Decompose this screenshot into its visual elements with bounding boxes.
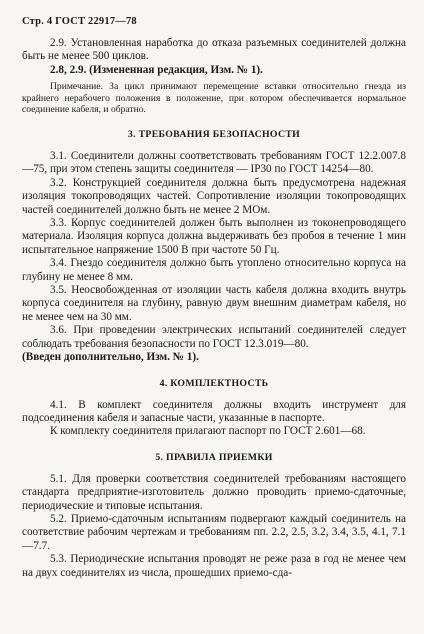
edition-note: 2.8, 2.9. (Измененная редакция, Изм. № 1). [50, 63, 263, 76]
clause-5-3: 5.3. Периодические испытания проводят не реже раза в год не менее чем на двух соединителях из числа, прошедших приемо-сда- [22, 553, 406, 579]
clause-3-6: 3.6. При проведении электрических испытаний соединителей следует соблюдать требования безопасности по ГОСТ 12.3.019—80. [22, 324, 406, 350]
clause-3-4: 3.4. Гнездо соединителя должно быть утоплено относительно корпуса на глубину не менее 8 мм. [22, 257, 406, 283]
footnote-cycle: Примечание. За цикл принимают перемещение вставки относительно гнезда из крайнего нерабочего положения в положение, при котором обеспечивается нормальное соединение кабеля, и обратно. [22, 81, 406, 116]
clause-4-1: 4.1. В комплект соединителя должны входить инструмент для подсоединения кабеля и запасные части, указанные в паспорте. [22, 398, 406, 424]
section-5-title: 5. ПРАВИЛА ПРИЕМКИ [155, 451, 273, 463]
clause-3-5: 3.5. Неосвобожденная от изоляции часть кабеля должна входить внутрь корпуса соединителя на глубину, равную двум внешним диаметрам кабеля, но не менее чем на 30 мм. [22, 284, 406, 323]
clause-3-2: 3.2. Конструкцией соединителя должна быть предусмотрена надежная изоляция токопроводящих частей. Сопротивление изоляции токопроводящих частей соединителей должно быть не менее 2 МОм. [22, 176, 406, 216]
kit-passport: К комплекту соединителя прилагают паспорт по ГОСТ 2.601—68. [50, 425, 366, 438]
clause-5-1: 5.1. Для проверки соответствия соединителей требованиям настоящего стандарта предприятие-изготовитель должно проводить приемо-сдаточные, периодические и типовые испытания. [22, 472, 406, 512]
clause-3-1: 3.1. Соединители должны соответствовать требованиям ГОСТ 12.2.007.8—75, при этом степень защиты соединителя — IP30 по ГОСТ 14254—80. [22, 150, 406, 176]
added-note: (Введен дополнительно, Изм. № 1). [22, 351, 199, 364]
page-header: Стр. 4 ГОСТ 22917—78 [22, 16, 137, 27]
clause-3-3: 3.3. Корпус соединителей должен быть выполнен из токонепроводящего материала. Изоляция корпуса должна выдерживать без пробоя в течение 1 мин испытательное напряжение 1500 В при частоте 50 Гц. [22, 217, 406, 256]
section-4-title: 4. КОМПЛЕКТНОСТЬ [159, 377, 269, 389]
clause-2-9: 2.9. Установленная наработка до отказа разъемных соединителей должна быть не менее 500 циклов. [22, 37, 406, 63]
clause-5-2: 5.2. Приемо-сдаточным испытаниям подвергают каждый соединитель на соответствие рабочим чертежам и требованиям пп. 2.2, 2.5, 3.2, 3.4, 3.5, 4.1, 7.1—7.7. [22, 512, 406, 552]
section-3-title: 3. ТРЕБОВАНИЯ БЕЗОПАСНОСТИ [127, 129, 301, 140]
